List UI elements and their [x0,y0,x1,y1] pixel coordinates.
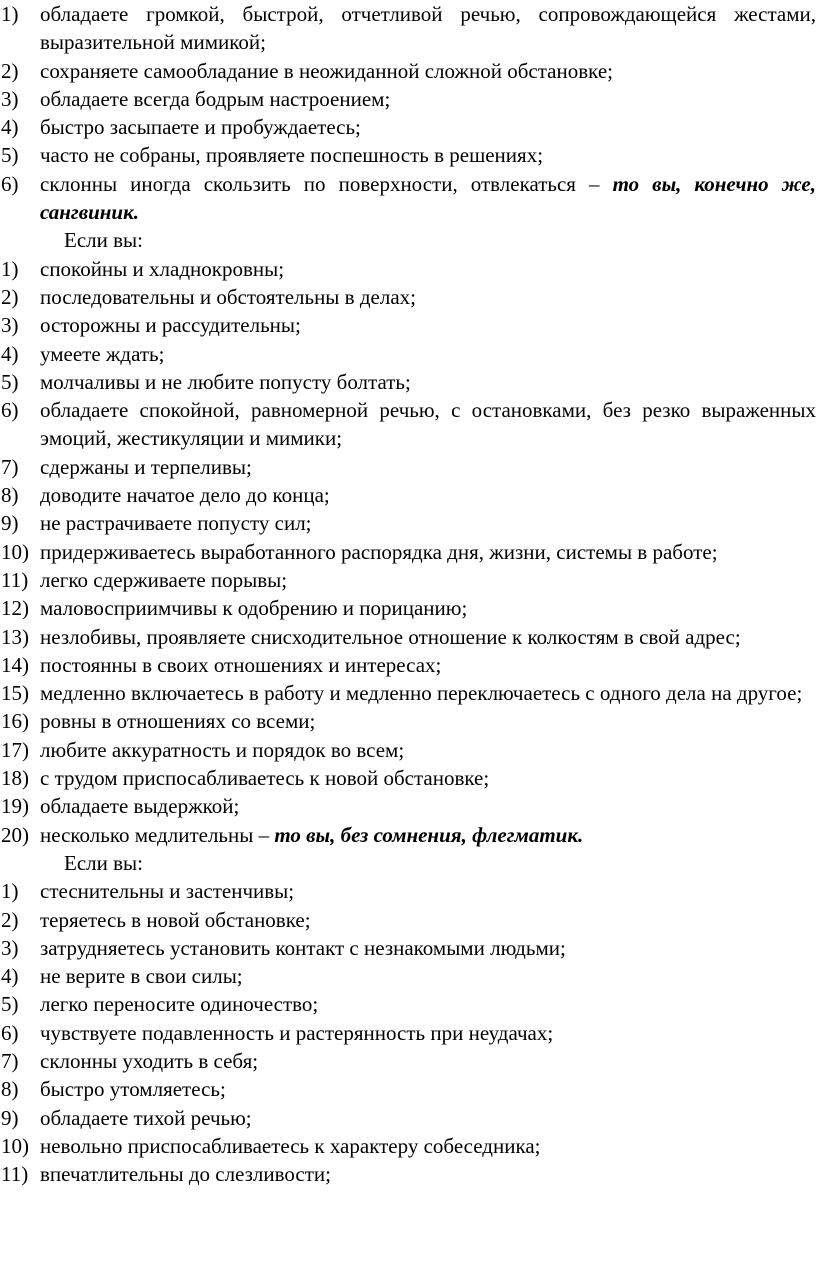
item-number: 4) [1,115,19,140]
intro-text: Если вы: [64,850,143,875]
item-number: 1) [1,2,19,26]
section-melancholic-list [0,877,816,1188]
list-item [0,990,816,1018]
item-number: 12) [1,596,29,621]
item-number: 2) [1,284,19,309]
item-number: 6) [1,171,19,196]
item-text [40,170,816,227]
list-item [0,934,816,962]
list-item [0,340,816,368]
item-text: чувствуете подавленность и растерянность при неудачах; [40,1020,554,1045]
item-number: 16) [1,709,29,734]
intro-text: Если вы: [64,228,143,253]
item-text: склонны уходить в себя; [40,1048,259,1073]
list-item [0,509,816,537]
item-text: маловосприимчивы к одобрению и порицанию; [40,596,468,621]
list-item [0,57,816,85]
item-number: 7) [1,1048,19,1073]
item-text: обладаете выдержкой; [40,794,240,819]
item-number: 5) [1,143,19,168]
item-number: 19) [1,794,29,819]
item-number: 20) [1,822,29,847]
item-text-plain: склонны иногда скользить по поверхности, отвлекаться – [40,171,613,196]
item-number: 1) [1,879,19,904]
list-item [0,877,816,905]
item-text: осторожны и рассудительны; [40,313,301,338]
item-text: легко сдерживаете порывы; [40,567,288,592]
item-number: 3) [1,86,19,111]
item-text: впечатлительны до слезливости; [40,1162,332,1187]
item-text: умеете ждать; [40,341,165,366]
item-number: 4) [1,341,19,366]
item-text: с трудом приспосабливаетесь к новой обстановке; [40,766,490,791]
item-number: 1) [1,256,19,281]
list-item [0,707,816,735]
list-item [0,481,816,509]
item-text: незлобивы, проявляете снисходительное отношение к колкостям в свой адрес; [40,624,741,649]
item-text: последовательны и обстоятельны в делах; [40,284,416,309]
section-phlegmatic-list [0,255,816,849]
list-item [0,141,816,169]
item-number: 3) [1,313,19,338]
item-number: 2) [1,58,19,83]
item-text: затрудняетесь установить контакт с незнакомыми людьми; [40,935,566,960]
list-item [0,1075,816,1103]
item-text: сохраняете самообладание в неожиданной сложной обстановке; [40,58,613,83]
list-item [0,1160,816,1188]
item-number: 13) [1,624,29,649]
item-number: 9) [1,1105,19,1130]
list-item [0,1104,816,1132]
section-sanguine-list [0,0,816,226]
list-item [0,170,816,227]
item-text: теряетесь в новой обстановке; [40,907,311,932]
item-text: быстро утомляетесь; [40,1077,226,1102]
item-text: молчаливы и не любите попусту болтать; [40,369,411,394]
conclusion-phlegmatic: то вы, без сомнения, флегматик. [274,822,584,847]
list-item [0,821,816,849]
item-number: 18) [1,766,29,791]
list-item [0,396,816,453]
item-number: 10) [1,539,29,564]
item-number: 6) [1,1020,19,1045]
conclusion-sanguine: то вы, конечно же, сангвиник. [40,171,816,225]
item-number: 10) [1,1133,29,1158]
item-text: сдержаны и терпеливы; [40,454,252,479]
item-text: обладаете спокойной, равномерной речью, с остановками, без резко выраженных эмоций, жестикуляции и мимики; [40,398,816,451]
list-item [0,651,816,679]
list-item [0,679,816,707]
item-text: не верите в свои силы; [40,964,243,989]
item-number: 3) [1,935,19,960]
list-item [0,594,816,622]
item-number: 2) [1,907,19,932]
item-text: невольно приспосабливаетесь к характеру собеседника; [40,1133,541,1158]
list-item [0,85,816,113]
item-text: придерживаетесь выработанного распорядка дня, жизни, системы в работе; [40,539,718,564]
item-number: 14) [1,652,29,677]
item-text: любите аккуратность и порядок во всем; [40,737,405,762]
list-item [0,566,816,594]
list-item [0,453,816,481]
list-item [0,1132,816,1160]
item-text: обладаете громкой, быстрой, отчетливой речью, сопровождающейся жестами, выразительной мимикой; [40,2,816,55]
item-text: часто не собраны, проявляете поспешность в решениях; [40,143,544,168]
item-number: 5) [1,992,19,1017]
item-text-plain: несколько медлительны – [40,822,275,847]
item-number: 11) [1,1162,29,1187]
item-number: 17) [1,737,29,762]
item-text: легко переносите одиночество; [40,992,319,1017]
item-text: обладаете всегда бодрым настроением; [40,86,391,111]
item-text: спокойны и хладнокровны; [40,256,285,281]
list-item [0,255,816,283]
list-item [0,906,816,934]
item-text: быстро засыпаете и пробуждаетесь; [40,115,361,140]
item-text: обладаете тихой речью; [40,1105,252,1130]
item-number: 11) [1,567,29,592]
list-item [0,792,816,820]
item-number: 7) [1,454,19,479]
item-number: 9) [1,511,19,536]
list-item [0,1047,816,1075]
item-number: 4) [1,964,19,989]
item-number: 8) [1,483,19,508]
list-item [0,736,816,764]
item-number: 8) [1,1077,19,1102]
list-item [0,1019,816,1047]
item-text: стеснительны и застенчивы; [40,879,295,904]
item-text: не растрачиваете попусту сил; [40,511,312,536]
list-item [0,113,816,141]
item-text: постоянны в своих отношениях и интересах; [40,652,442,677]
item-text: медленно включаетесь в работу и медленно переключаетесь с одного дела на другое; [40,681,803,706]
item-number: 15) [1,681,29,706]
list-item [0,538,816,566]
list-item [0,368,816,396]
item-number: 6) [1,398,19,423]
item-number: 5) [1,369,19,394]
list-item [0,311,816,339]
list-item [0,623,816,651]
list-item [0,283,816,311]
list-item [0,764,816,792]
item-text: доводите начатое дело до конца; [40,483,330,508]
item-text [40,821,816,849]
list-item [0,0,816,57]
item-text: ровны в отношениях со всеми; [40,709,316,734]
list-item [0,962,816,990]
